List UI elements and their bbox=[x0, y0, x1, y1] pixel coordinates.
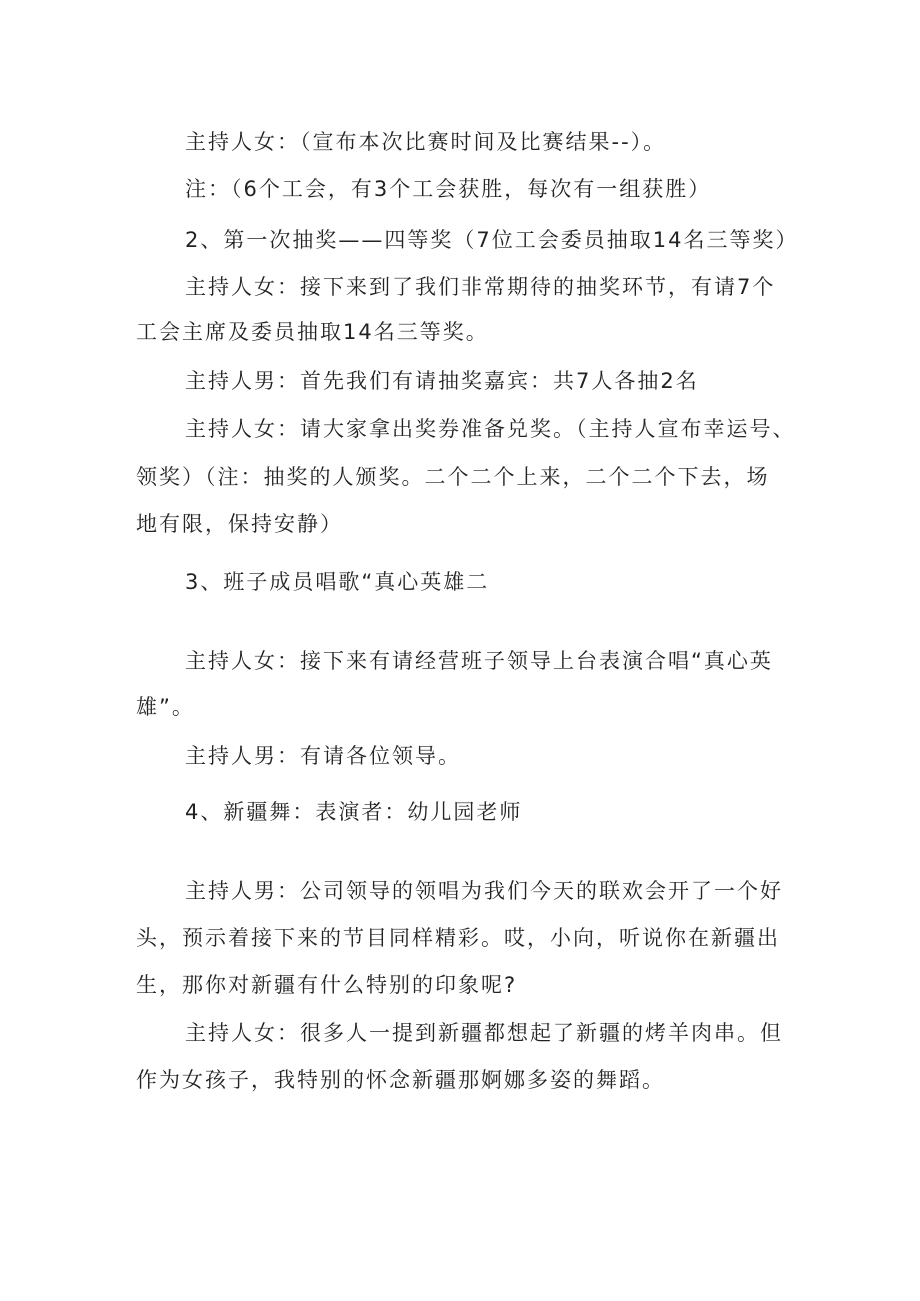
paragraph-line: 主持人女：接下来有请经营班子领导上台表演合唱“真心英 bbox=[185, 649, 773, 673]
section-heading: 3、班子成员唱歌“真心英雄二 bbox=[185, 570, 490, 594]
paragraph-line: 地有限，保持安静） bbox=[136, 512, 343, 536]
paragraph-line: 工会主席及委员抽取14名三等奖。 bbox=[136, 320, 489, 344]
paragraph-line: 雄”。 bbox=[136, 695, 195, 719]
section-heading: 4、新疆舞：表演者：幼儿园老师 bbox=[185, 800, 523, 824]
paragraph-line: 头，预示着接下来的节目同样精彩。哎，小向，听说你在新疆出 bbox=[136, 926, 780, 950]
paragraph-line: 主持人女：（宣布本次比赛时间及比赛结果--）。 bbox=[185, 130, 667, 154]
paragraph-line: 主持人男：有请各位领导。 bbox=[185, 744, 461, 768]
paragraph-line: 主持人男：首先我们有请抽奖嘉宾：共7人各抽2名 bbox=[185, 369, 699, 393]
paragraph-line: 作为女孩子，我特别的怀念新疆那婀娜多姿的舞蹈。 bbox=[136, 1068, 665, 1092]
paragraph-line: 领奖）（注：抽奖的人颁奖。二个二个上来，二个二个下去，场 bbox=[136, 465, 770, 489]
paragraph-line: 主持人男：公司领导的领唱为我们今天的联欢会开了一个好 bbox=[185, 879, 783, 903]
paragraph-line: 主持人女：很多人一提到新疆都想起了新疆的烤羊肉串。但 bbox=[185, 1021, 783, 1045]
paragraph-line: 生，那你对新疆有什么特别的印象呢? bbox=[136, 973, 518, 997]
paragraph-line: 注：（6个工会，有3个工会获胜，每次有一组获胜） bbox=[185, 177, 712, 201]
paragraph-line: 主持人女：接下来到了我们非常期待的抽奖环节，有请7个 bbox=[185, 275, 776, 299]
paragraph-line: 主持人女：请大家拿出奖券准备兑奖。（主持人宣布幸运号、 bbox=[185, 417, 796, 441]
section-heading: 2、第一次抽奖——四等奖（7位工会委员抽取14名三等奖） bbox=[185, 228, 799, 252]
